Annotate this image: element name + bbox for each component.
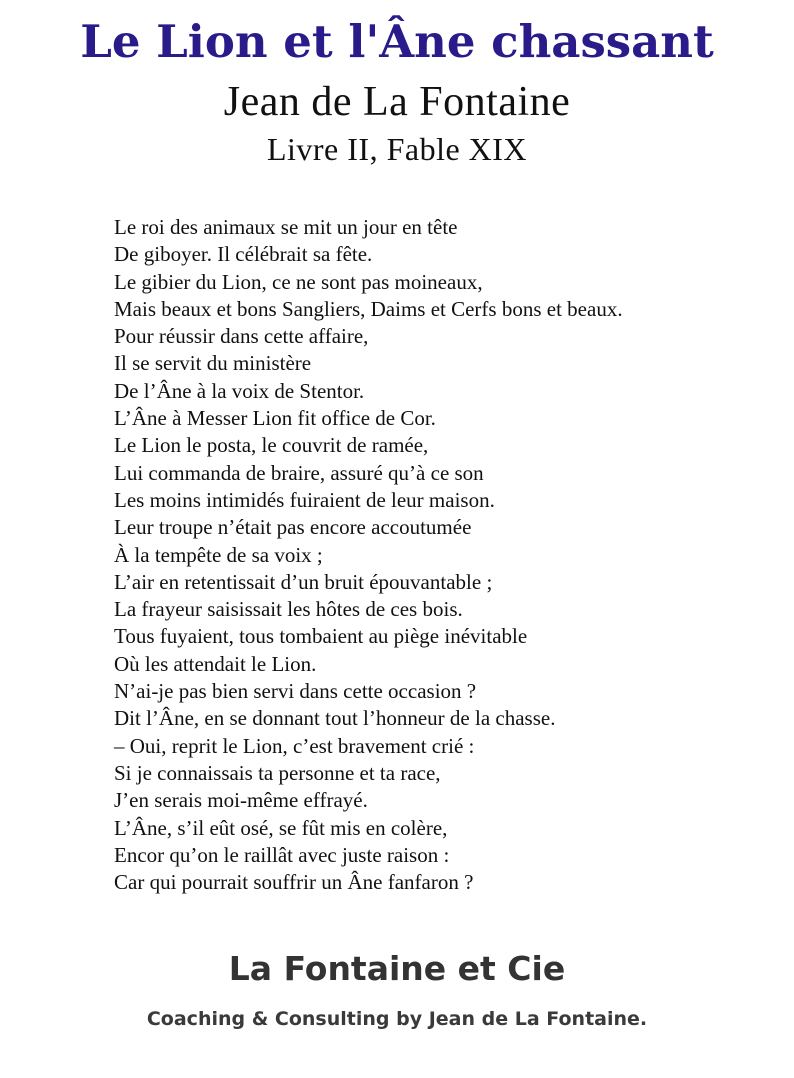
poem-body bbox=[114, 214, 774, 896]
poem-line: – Oui, reprit le Lion, c’est bravement crié : bbox=[114, 733, 475, 758]
poem-line: Si je connaissais ta personne et ta race, bbox=[114, 760, 441, 785]
brand-name: La Fontaine et Cie bbox=[228, 949, 566, 988]
poem-line: Tous fuyaient, tous tombaient au piège inévitable bbox=[114, 624, 528, 649]
brand-tagline: Coaching & Consulting by Jean de La Fontaine. bbox=[146, 1008, 648, 1030]
poem-line: Pour réussir dans cette affaire, bbox=[114, 324, 369, 349]
poem-line: Les moins intimidés fuiraient de leur maison. bbox=[114, 487, 495, 512]
poem-line: N’ai-je pas bien servi dans cette occasion ? bbox=[114, 679, 477, 704]
book-fable-reference: Livre II, Fable XIX bbox=[266, 131, 528, 167]
author-name: Jean de La Fontaine bbox=[223, 79, 571, 125]
poem-line: Le Lion le posta, le couvrit de ramée, bbox=[114, 433, 429, 458]
poem-line: Dit l’Âne, en se donnant tout l’honneur de la chasse. bbox=[114, 706, 556, 731]
poem-line: Le roi des animaux se mit un jour en tête bbox=[114, 215, 458, 239]
poem-line: J’en serais moi-même effrayé. bbox=[114, 788, 368, 813]
poem-line: De l’Âne à la voix de Stentor. bbox=[114, 378, 365, 403]
poem-line: L’Âne, s’il eût osé, se fût mis en colère, bbox=[114, 815, 448, 840]
poem-line: Il se servit du ministère bbox=[114, 351, 312, 376]
poem-line: Le gibier du Lion, ce ne sont pas moineaux, bbox=[114, 269, 483, 294]
poem-line: À la tempête de sa voix ; bbox=[114, 542, 323, 567]
fable-title: Le Lion et l'Âne chassant bbox=[80, 15, 714, 68]
poem-line: Encor qu’on le raillât avec juste raison : bbox=[114, 842, 450, 867]
poem-line: Mais beaux et bons Sangliers, Daims et Cerfs bons et beaux. bbox=[114, 296, 623, 321]
poem-line: Lui commanda de braire, assuré qu’à ce son bbox=[114, 460, 484, 485]
poem-line: L’Âne à Messer Lion fit office de Cor. bbox=[114, 406, 436, 431]
poem-line: Car qui pourrait souffrir un Âne fanfaron ? bbox=[114, 870, 474, 895]
poem-line: La frayeur saisissait les hôtes de ces bois. bbox=[114, 597, 463, 622]
poem-line: De giboyer. Il célébrait sa fête. bbox=[114, 242, 373, 267]
poem-line: L’air en retentissait d’un bruit épouvantable ; bbox=[114, 569, 493, 594]
poem-line: Où les attendait le Lion. bbox=[114, 651, 317, 676]
poem-line: Leur troupe n’était pas encore accoutumée bbox=[114, 515, 472, 540]
